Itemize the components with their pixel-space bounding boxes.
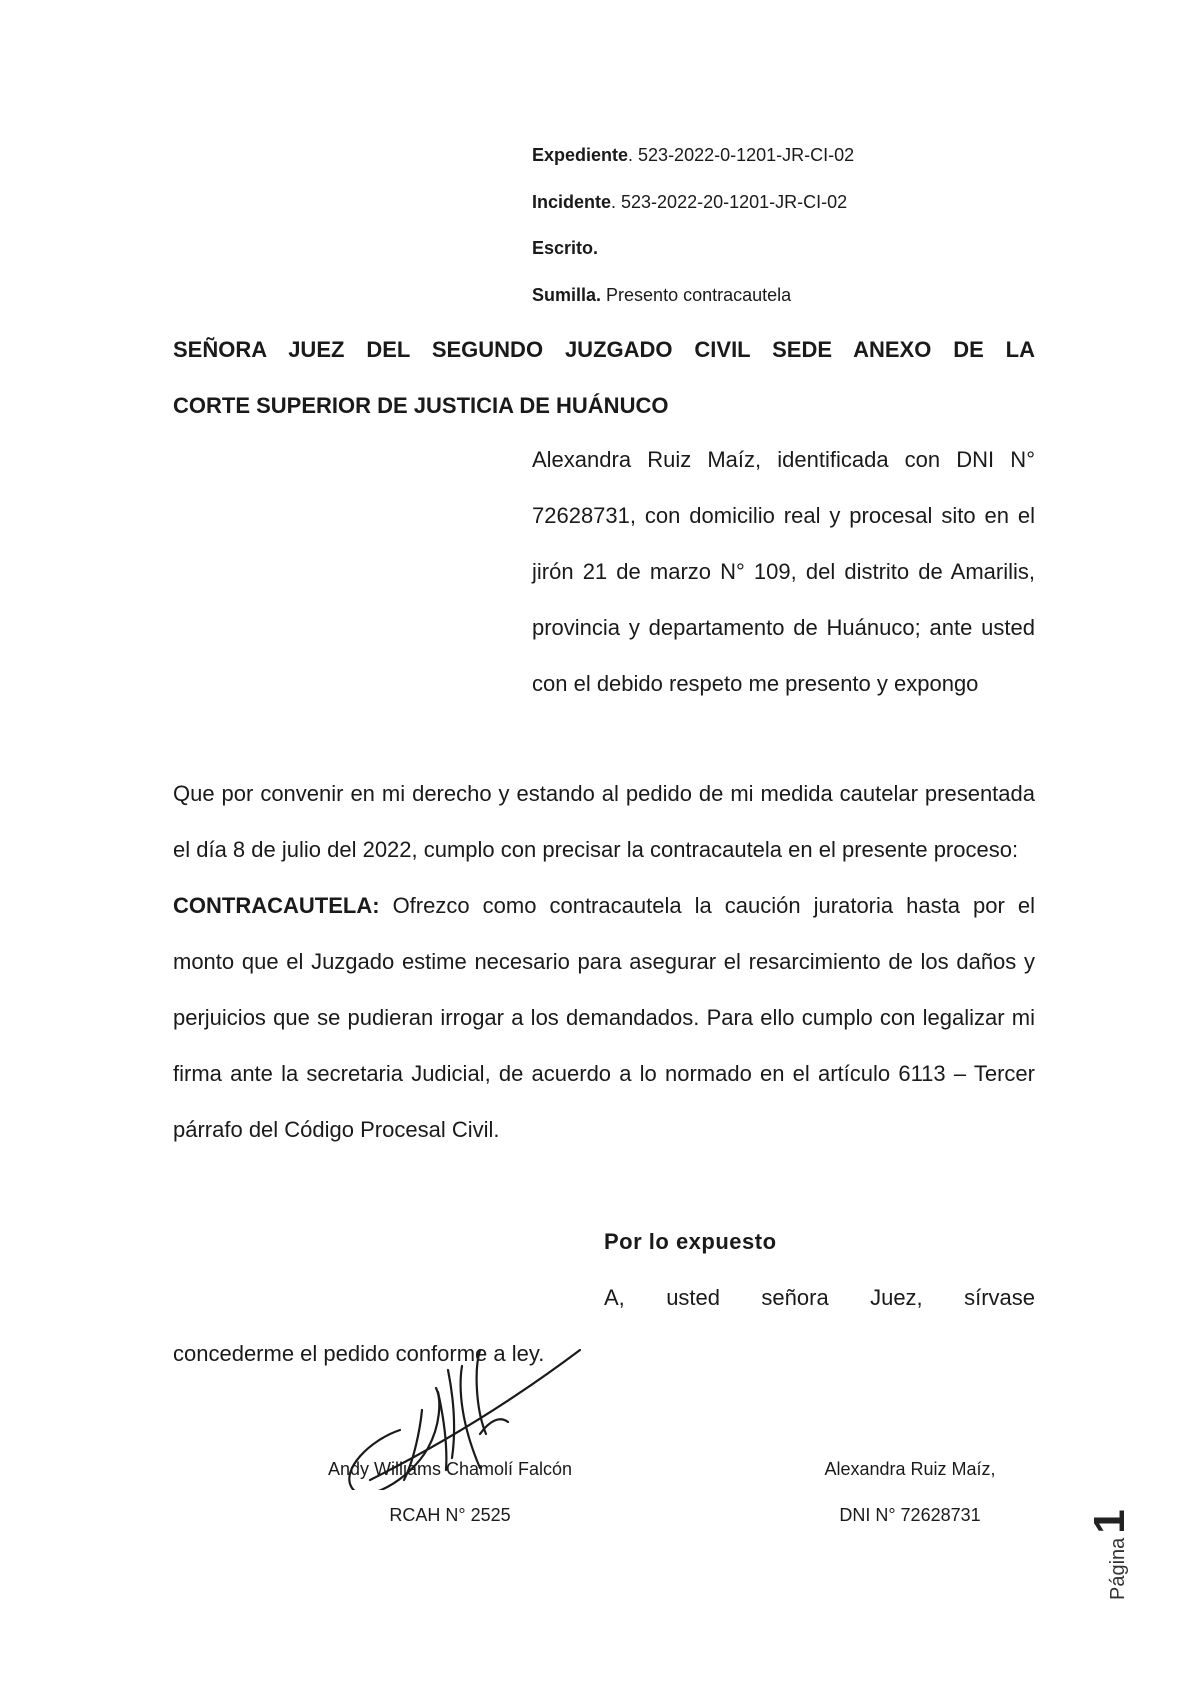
signature-block-lawyer	[300, 1446, 600, 1538]
escrito-line	[532, 233, 1052, 280]
sumilla-value: Presento contracautela	[601, 284, 792, 305]
lawyer-registration: RCAH N° 2525	[389, 1505, 511, 1525]
incidente-label: Incidente	[532, 191, 612, 212]
document-body	[173, 766, 1035, 1158]
contracautela-text: Ofrezco como contracautela la caución juratoria hasta por el monto que el Juzgado estime necesario para asegurar el resarcimiento de los daños y perjuicios que se pudieran irrogar a los demandados. Para ello cumplo con legalizar mi firma ante la secretaria Judicial, de acuerdo a lo normado en el artículo 6113 – Tercer párrafo del Código Procesal Civil.	[173, 893, 1035, 1142]
petitioner-introduction: Alexandra Ruiz Maíz, identificada con DNI N° 72628731, con domicilio real y procesal sito en el jirón 21 de marzo N° 109, del distrito de Amarilis, provincia y departamento de Huánuco; ante usted con el debido respeto me presento y expongo	[532, 447, 1035, 696]
paragraph-contracautela	[173, 878, 1035, 1158]
page-number-rotated	[1085, 1400, 1135, 1600]
sumilla-line	[532, 280, 1052, 327]
closing-heading: Por lo expuesto	[604, 1229, 777, 1254]
case-header	[532, 140, 1052, 326]
petitioner-dni: DNI N° 72628731	[839, 1505, 981, 1525]
addressee-line-2: CORTE SUPERIOR DE JUSTICIA DE HUÁNUCO	[173, 393, 669, 418]
sumilla-label: Sumilla.	[532, 284, 602, 305]
expediente-label: Expediente	[532, 145, 629, 165]
signature-block-petitioner	[790, 1446, 1030, 1538]
incidente-value: . 523-2022-20-1201-JR-CI-02	[611, 191, 848, 212]
lawyer-name: Andy Williams Chamolí Falcón	[327, 1459, 573, 1479]
expediente-value: . 523-2022-0-1201-JR-CI-02	[628, 145, 855, 165]
closing-request-line-2: concederme el pedido conforme a ley.	[173, 1341, 545, 1366]
petitioner-name: Alexandra Ruiz Maíz,	[824, 1459, 996, 1479]
page-number-footer	[1085, 1440, 1145, 1600]
incidente-line	[532, 187, 1052, 234]
addressee-line-1: SEÑORA JUEZ DEL SEGUNDO JUZGADO CIVIL SEDE ANEXO DE LA	[173, 337, 1035, 362]
closing-request-line-1: A, usted señora Juez, sírvase	[604, 1285, 1035, 1310]
page-number: 1	[1085, 1509, 1134, 1534]
page-label: Página	[1107, 1537, 1129, 1600]
escrito-label: Escrito.	[532, 238, 599, 258]
addressee	[173, 322, 1035, 434]
contracautela-label: CONTRACAUTELA:	[173, 893, 380, 918]
expediente-line	[532, 140, 1052, 187]
paragraph-request: Que por convenir en mi derecho y estando al pedido de mi medida cautelar presentada el día 8 de julio del 2022, cumplo con precisar la contracautela en el presente proceso:	[173, 781, 1035, 862]
